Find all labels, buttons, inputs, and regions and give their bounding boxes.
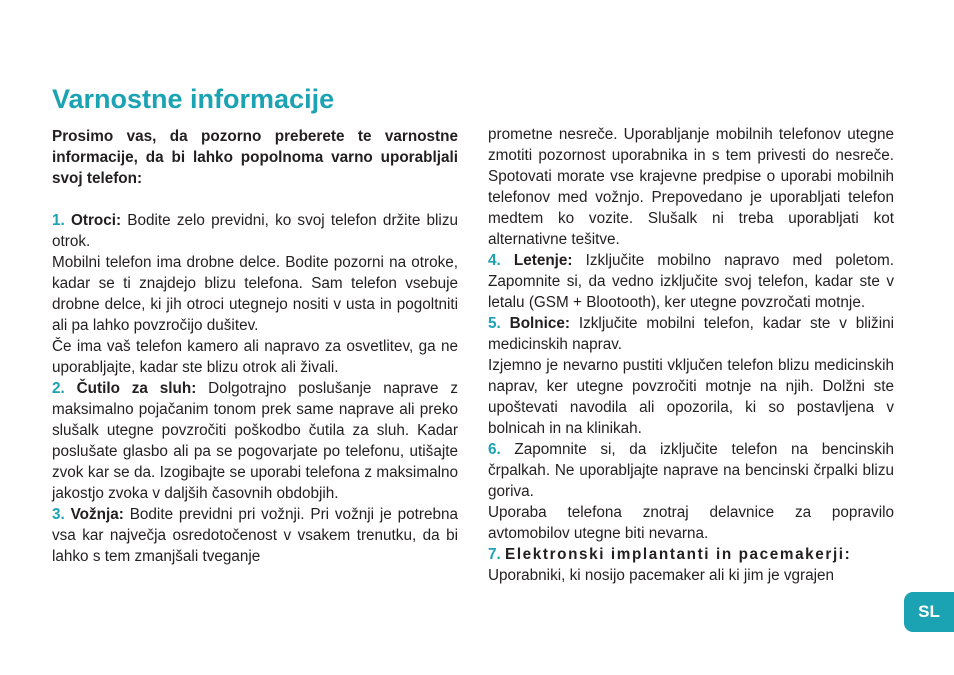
section-text: Izključite mobilno napravo med poletom. Zapomnite si, da vedno izključite svoj telefon, kadar ste v letalu (GSM + Blootooth), ker utegne povzročati motnje. xyxy=(488,252,894,311)
section-5-paragraph: Izjemno je nevarno pustiti vključen telefon blizu medicinskih naprav, ker utegne povzročiti motnje na njih. Dolžni ste upoštevati navodila ali opozorila, ki so postavljena v bolnicah in na klinikah. xyxy=(488,357,894,437)
section-number: 1. xyxy=(52,212,65,229)
left-column xyxy=(52,126,458,567)
section-text: Bodite previdni pri vožnji. Pri vožnji je potrebna vsa kar največja osredotočenost v vsakem trenutku, da bi lahko s tem zmanjšali tveganje xyxy=(52,506,458,565)
section-text: Bodite zelo previdni, ko svoj telefon držite blizu otrok. xyxy=(52,212,458,250)
section-heading: Otroci: xyxy=(70,212,122,229)
language-badge: SL xyxy=(904,592,954,632)
section-number: 5. xyxy=(488,315,501,332)
section-3 xyxy=(52,504,458,567)
section-1-paragraph: Če ima vaš telefon kamero ali napravo za osvetlitev, ga ne uporabljajte, kadar ste blizu otrok ali živali. xyxy=(52,338,458,376)
intro-text: Prosimo vas, da pozorno preberete te varnostne informacije, da bi lahko popolnoma varno uporabljali svoj telefon: xyxy=(52,128,458,187)
section-7 xyxy=(488,544,894,565)
right-column xyxy=(488,124,894,586)
section-4 xyxy=(488,250,894,313)
section-heading: Vožnja: xyxy=(70,506,124,523)
section-number: 6. xyxy=(488,441,501,458)
section-1 xyxy=(52,210,458,252)
page-title: Varnostne informacije xyxy=(52,84,335,114)
section-7-paragraph: Uporabniki, ki nosijo pacemaker ali ki jim je vgrajen xyxy=(488,567,835,584)
section-heading: Letenje: xyxy=(513,252,573,269)
section-heading: Čutilo za sluh: xyxy=(76,380,197,397)
section-number: 3. xyxy=(52,506,65,523)
section-1-paragraph: Mobilni telefon ima drobne delce. Bodite pozorni na otroke, kadar se ti znajdejo blizu telefona. Sam telefon vsebuje drobne delce, ki jih otroci utegnejo nositi v usta in pogoltniti ali pa lahko povzročijo dušitev. xyxy=(52,254,458,334)
section-heading: Bolnice: xyxy=(509,315,570,332)
section-text: Izključite mobilni telefon, kadar ste v bližini medicinskih naprav. xyxy=(488,315,895,353)
section-number: 2. xyxy=(52,380,65,397)
section-6 xyxy=(488,439,894,502)
section-number: 4. xyxy=(488,252,501,269)
section-text: Dolgotrajno poslušanje naprave z maksimalno pojačanim tonom prek same naprave ali preko slušalk utegne povzročiti poškodbo čutila za sluh. Kadar poslušate glasbo ali pa se pogovarjate po telefonu, utišajte zvok kar se da. Izogibajte se uporabi telefona z maksimalno jakostjo zvoka v daljših časovnih obdobjih. xyxy=(52,380,458,502)
section-heading: Elektronski implantanti in pacemakerji: xyxy=(505,546,852,563)
section-number: 7. xyxy=(488,546,501,563)
section-6-paragraph: Uporaba telefona znotraj delavnice za popravilo avtomobilov utegne biti nevarna. xyxy=(488,504,894,542)
section-3-continued: prometne nesreče. Uporabljanje mobilnih telefonov utegne zmotiti pozornost uporabnika in s tem privesti do nesreče. Spotovati morate vse krajevne predpise o uporabi mobilnih telefonov med vožnjo. Prepovedano je uporabljati telefon medtem ko vozite. Slušalk ni treba uporabljati kot alternativne tešitve. xyxy=(488,126,894,248)
section-text: Zapomnite si, da izključite telefon na bencinskih črpalkah. Ne uporabljajte naprave na bencinski črpalki blizu goriva. xyxy=(488,441,894,500)
section-2 xyxy=(52,378,458,504)
section-5 xyxy=(488,313,894,355)
